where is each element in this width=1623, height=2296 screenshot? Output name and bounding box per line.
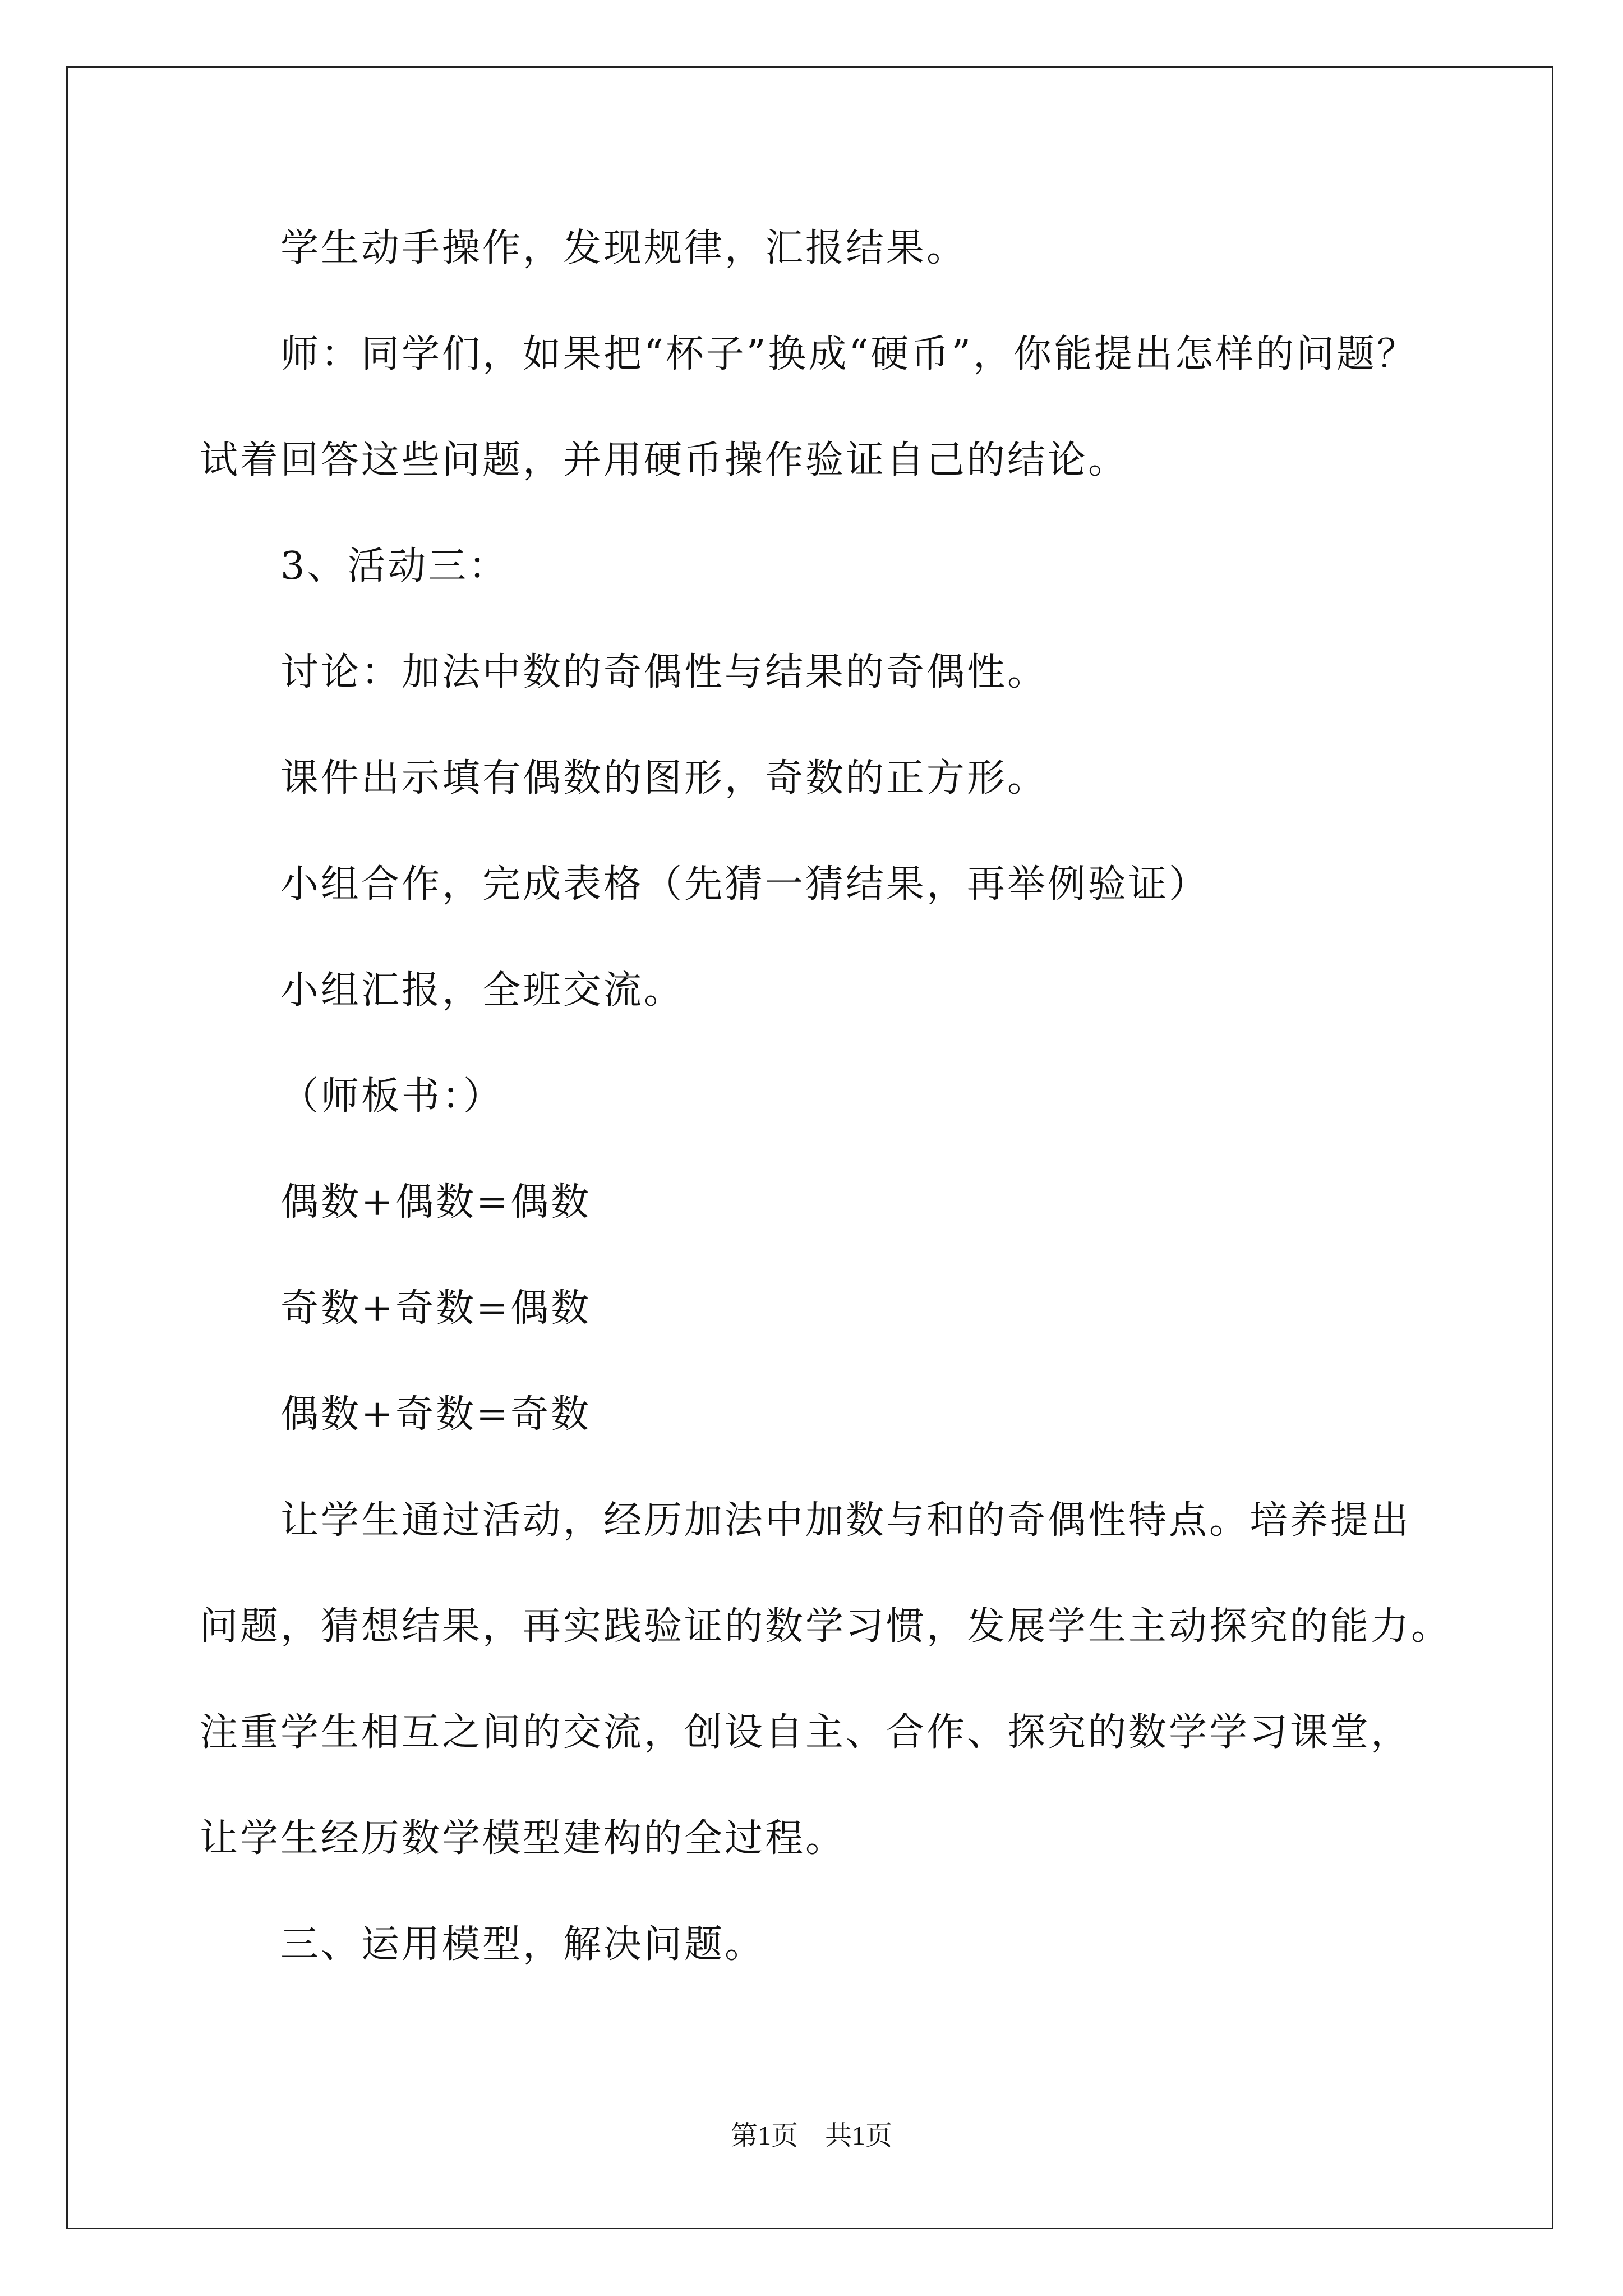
text-line: 让学生经历数学模型建构的全过程。	[200, 1816, 846, 1861]
formula-line: 偶数+偶数=偶数	[280, 1180, 591, 1225]
text-line: 注重学生相互之间的交流，创设自主、合作、探究的数学学习课堂，	[200, 1710, 1412, 1755]
text-line: 学生动手操作，发现规律，汇报结果。	[280, 226, 967, 270]
text-line: 让学生通过活动，经历加法中加数与和的奇偶性特点。培养提出	[280, 1498, 1412, 1543]
text-line: 小组合作，完成表格（先猜一猜结果，再举例验证）	[280, 862, 1210, 907]
formula-line: 奇数+奇数=偶数	[280, 1286, 591, 1331]
formula-line: 偶数+奇数=奇数	[280, 1392, 591, 1437]
text-line: 问题，猜想结果，再实践验证的数学习惯，发展学生主动探究的能力。	[200, 1604, 1452, 1649]
section-heading: 3、活动三：	[280, 544, 509, 588]
text-line: 讨论：加法中数的奇偶性与结果的奇偶性。	[280, 650, 1048, 694]
page-border	[66, 66, 1553, 2229]
text-line: （师板书：）	[280, 1074, 504, 1119]
text-line: 试着回答这些问题，并用硬币操作验证自己的结论。	[200, 438, 1129, 482]
text-line: 小组汇报，全班交流。	[280, 968, 685, 1013]
text-line: 课件出示填有偶数的图形，奇数的正方形。	[280, 756, 1048, 800]
page-number-footer: 第1页 共1页	[730, 2121, 892, 2151]
text-line: 师：同学们，如果把“杯子”换成“硬币”，你能提出怎样的问题？	[280, 332, 1418, 376]
section-heading: 三、运用模型，解决问题。	[280, 1922, 766, 1967]
